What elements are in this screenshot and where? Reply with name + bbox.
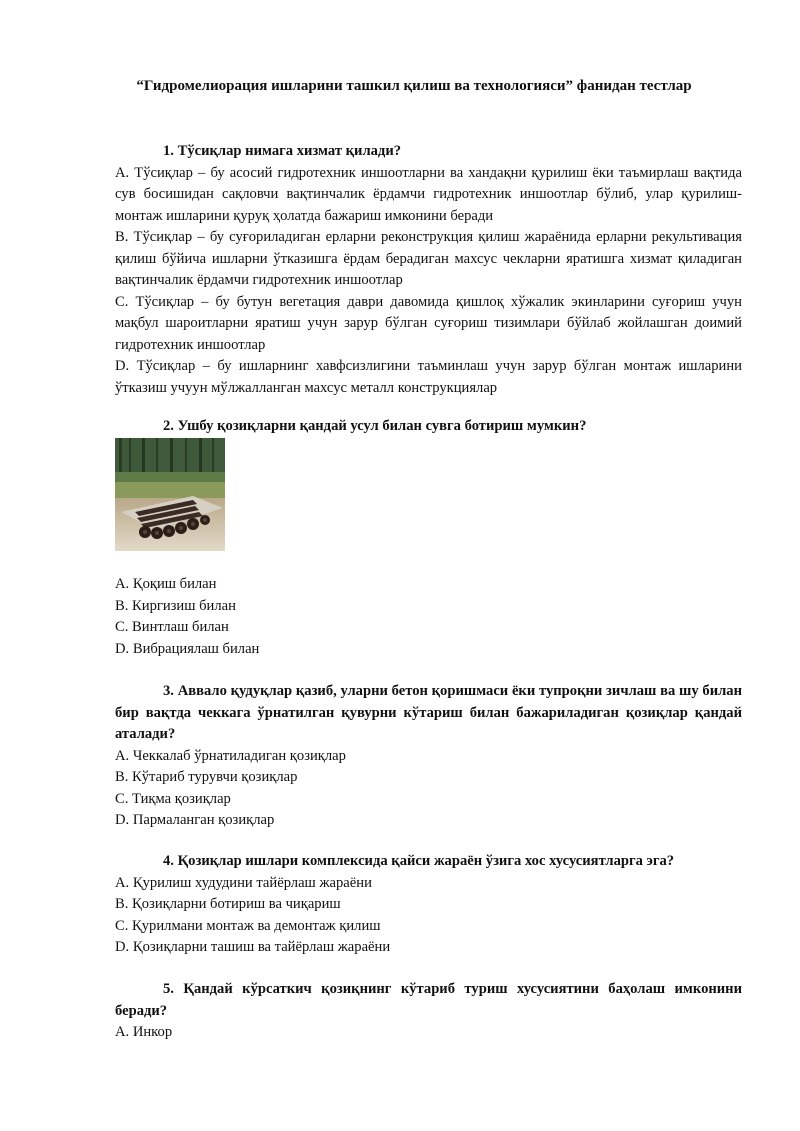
question-2-option-c: C. Винтлаш билан bbox=[115, 619, 229, 635]
document-title: “Гидромелиорация ишларини ташкил қилиш ва технологияси” фанидан тестлар bbox=[136, 78, 692, 94]
question-4-option-c: C. Қурилмани монтаж ва демонтаж қилиш bbox=[115, 917, 381, 934]
question-2-option-a: A. Қоқиш билан bbox=[115, 576, 217, 592]
question-3-option-d: D. Пармаланган қозиқлар bbox=[115, 812, 275, 828]
question-1-option-c: C. Тўсиқлар – бу бутун вегетация даври давомида қишлоқ хўжалик экинларини суғориш учун мақбул шароитларни яратиш учун зарур бўлган суғориш тизимлари бўйлаб жойлашган доимий гидротехник иншоотлар bbox=[115, 293, 742, 353]
question-1-option-d: D. Тўсиқлар – бу ишларнинг хавфсизлигини таъминлаш учун зарур бўлган монтаж ишларини ўтказиш учуун мўлжалланган махсус металл конструкциялар bbox=[115, 358, 742, 396]
question-4 bbox=[115, 851, 742, 959]
question-1-option-b: B. Тўсиқлар – бу суғориладиган ерларни реконструкция қилиш жараёнида ерларни рекультивация қилиш бўйича ишларни ўтказишга ёрдам берадиган махсус чекларни яратишга хизмат қиладиган вақтинчалик ёрдамчи гидротехник иншоотлар bbox=[115, 229, 742, 288]
pile-driving-photo bbox=[115, 438, 225, 551]
question-4-option-a: A. Қурилиш худудини тайёрлаш жараёни bbox=[115, 874, 372, 891]
question-3 bbox=[115, 681, 742, 832]
question-5 bbox=[115, 979, 742, 1044]
question-2-option-b: B. Киргизиш билан bbox=[115, 597, 236, 614]
question-4-option-b: B. Қозиқларни ботириш ва чиқариш bbox=[115, 896, 341, 912]
question-1-option-a: A. Тўсиқлар – бу асосий гидротехник иншоотларни ва хандақни қурилиш ёки таъмирлаш вақтида сув босишидан сақловчи вақтинчалик ёрдамчи гидротехник иншоотлар бўлиб, улар қурилиш-монтаж ишларини қуруқ ҳолатда бажариш имконини беради bbox=[115, 164, 742, 224]
question-1 bbox=[115, 141, 742, 399]
question-3-option-c: C. Тиқма қозиқлар bbox=[115, 790, 231, 807]
question-3-option-b: B. Кўтариб турувчи қозиқлар bbox=[115, 769, 298, 785]
question-4-title: 4. Қозиқлар ишлари комплексида қайси жараён ўзига хос хусусиятларга эга? bbox=[163, 853, 675, 869]
question-5-option-a: A. Инкор bbox=[115, 1024, 173, 1040]
question-3-option-a: A. Чеккалаб ўрнатиладиган қозиқлар bbox=[115, 747, 346, 764]
question-3-title: 3. Аввало қудуқлар қазиб, уларни бетон қоришмаси ёки тупроқни зичлаш ва шу билан бир вақтда чеккага ўрнатилган қувурни кўтариш билан бажариладиган қозиқлар қандай аталади? bbox=[115, 683, 742, 742]
question-5-title: 5. Қандай кўрсаткич қозиқнинг кўтариб туриш хусусиятини баҳолаш имконини беради? bbox=[115, 981, 742, 1019]
question-2-options bbox=[115, 574, 742, 660]
question-2 bbox=[115, 416, 742, 438]
question-2-title: 2. Ушбу қозиқларни қандай усул билан сувга ботириш мумкин? bbox=[163, 418, 587, 434]
question-2-option-d: D. Вибрациялаш билан bbox=[115, 640, 260, 657]
question-1-title: 1. Тўсиқлар нимага хизмат қилади? bbox=[163, 143, 402, 159]
question-4-option-d: D. Қозиқларни ташиш ва тайёрлаш жараёни bbox=[115, 939, 391, 955]
